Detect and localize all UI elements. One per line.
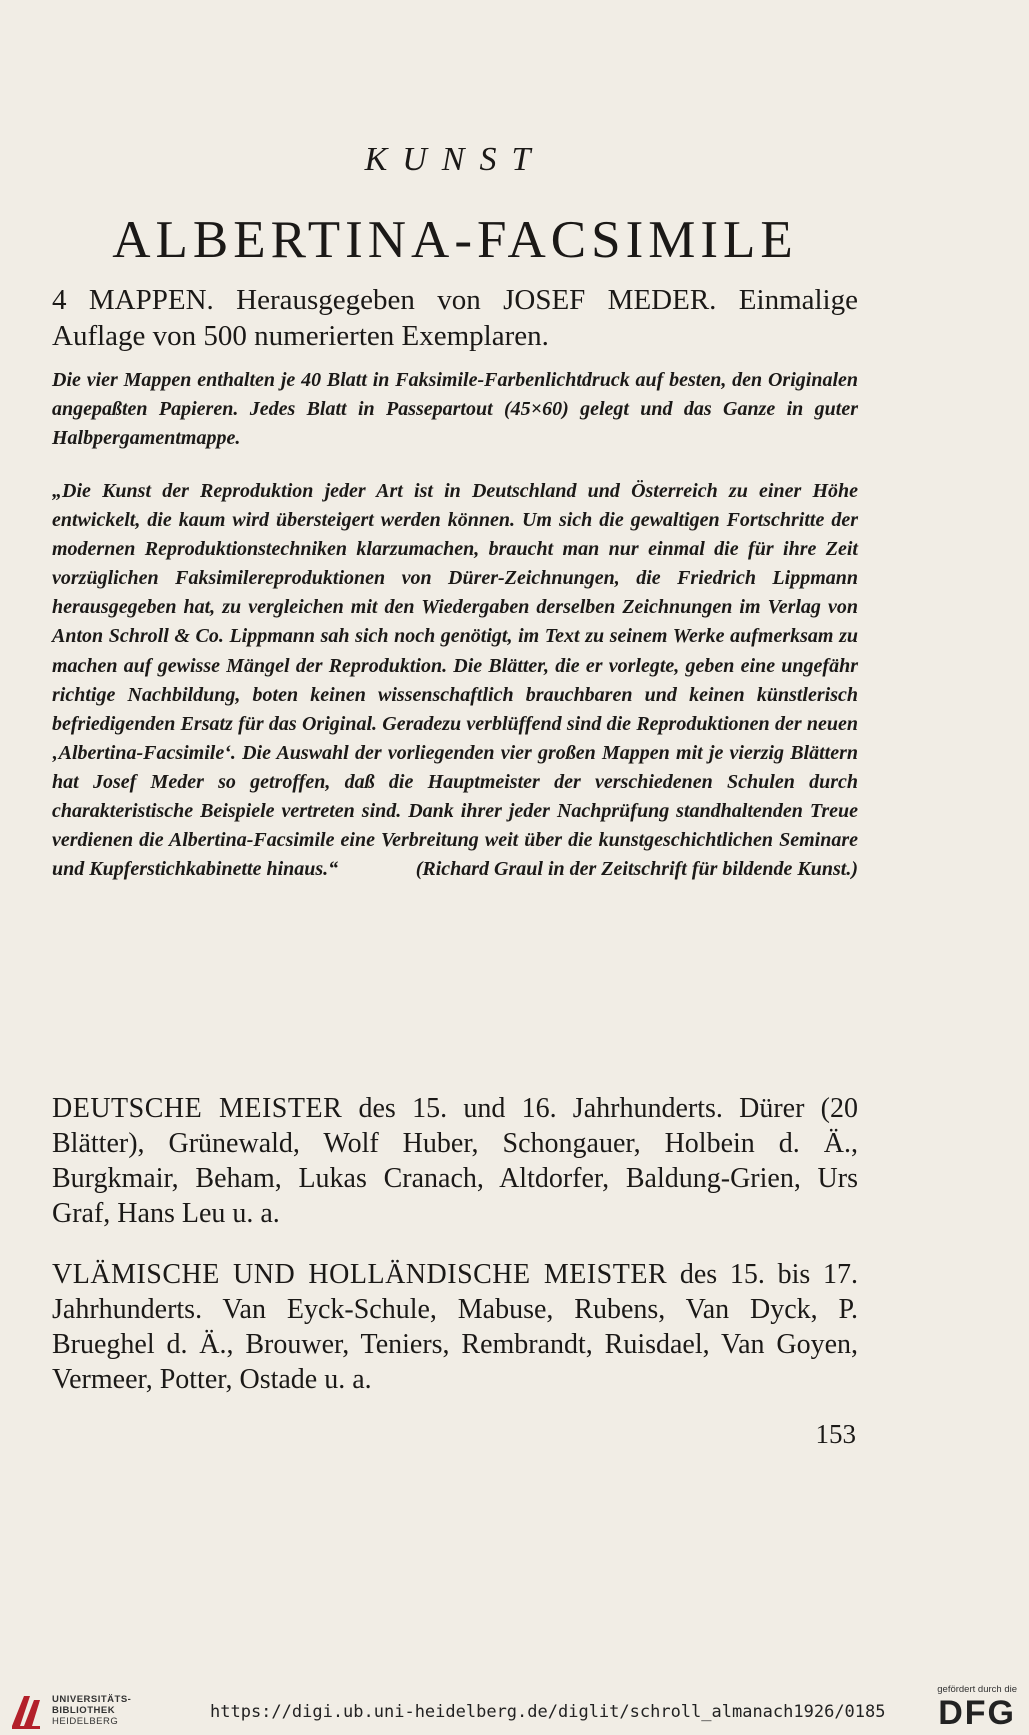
entry-heading: VLÄMISCHE UND HOLLÄNDISCHE MEISTER xyxy=(52,1259,668,1290)
section-label: KUNST xyxy=(364,141,546,178)
dfg-logo: DFG xyxy=(938,1694,1017,1732)
page-title: ALBERTINA-FACSIMILE xyxy=(112,211,798,269)
subtitle: 4 MAPPEN. Herausgegeben von JOSEF MEDER. Einmalige Auflage von 500 numerierten Exemplaren. xyxy=(52,284,858,352)
description: Die vier Mappen enthalten je 40 Blatt in Faksimile-Farbenlichtdruck auf besten, den Originalen angepaßten Papieren. Jedes Blatt in Passepartout (45×60) gelegt und das Ganze in guter Halbpergamentmappe. xyxy=(52,369,858,449)
entry-text: des 15. bis 17. Jahrhunderts. Van Eyck-Schule, Mabuse, Rubens, Van Dyck, P. Brueghel d. Ä., Brouwer, Teniers, Rembrandt, Ruisdael, Van Goyen, Vermeer, Potter, Ostade u. a. xyxy=(52,1259,859,1395)
source-url-link[interactable]: https://digi.ub.uni-heidelberg.de/diglit/schroll_almanach1926/0185 xyxy=(210,1702,886,1722)
entry-deutsche-meister xyxy=(52,1091,858,1231)
funder-logo[interactable] xyxy=(937,1684,1017,1731)
funded-by-label: gefördert durch die xyxy=(937,1684,1017,1695)
entry-heading: DEUTSCHE MEISTER xyxy=(52,1093,343,1124)
entry-text: des 15. und 16. Jahrhunderts. Dürer (20 Blätter), Grünewald, Wolf Huber, Schongauer, Holbein d. Ä., Burgkmair, Beham, Lukas Cranach, Altdorfer, Baldung-Grien, Urs Graf, Hans Leu u. a. xyxy=(52,1093,858,1229)
quote-block xyxy=(52,477,858,884)
quote-attribution: (Richard Graul in der Zeitschrift für bildende Kunst.) xyxy=(415,858,858,881)
footer-bar xyxy=(0,1684,1029,1732)
entry-vlaemische-meister xyxy=(52,1257,858,1397)
page-number: 153 xyxy=(815,1419,856,1449)
library-name: UNIVERSITÄTS- BIBLIOTHEK HEIDELBERG xyxy=(52,1693,132,1727)
quote-text: „Die Kunst der Reproduktion jeder Art ist in Deutschland und Österreich zu einer Höhe entwickelt, die kaum wird übersteigert werden können. Um sich die gewaltigen Fortschritte der modernen Reproduktionstechniken klarzumachen, braucht man nur einmal die für ihre Zeit vorzüglichen Faksimilereproduktionen von Dürer-Zeichnungen, die Friedrich Lippmann herausgegeben hat, zu vergleichen mit den Wiedergaben derselben Zeichnungen im Verlag von Anton Schroll & Co. Lippmann sah sich noch genötigt, im Text zu seinem Werke aufmerksam zu machen auf gewisse Mängel der Reproduktion. Die Blätter, die er vorlegte, geben eine ungefähr richtige Nachbildung, boten keinen wissenschaftlich brauchbaren und keinen künstlerisch befriedigenden Ersatz für das Original. Geradezu verblüffend sind die Reproduktionen der neuen ‚Albertina-Facsimile‘. Die Auswahl der vorliegenden vier großen Mappen mit je vierzig Blättern hat Josef Meder so getroffen, daß die Hauptmeister der verschiedenen Schulen durch charakteristische Beispiele vertreten sind. Dank ihrer jeder Nachprüfung standhaltenden Treue verdienen die Albertina-Facsimile eine Verbreitung weit über die kunstgeschichtlichen Seminare und Kupferstichkabinette hinaus.“ xyxy=(52,480,858,881)
library-logo[interactable] xyxy=(8,1690,131,1730)
library-emblem-icon xyxy=(8,1690,46,1730)
